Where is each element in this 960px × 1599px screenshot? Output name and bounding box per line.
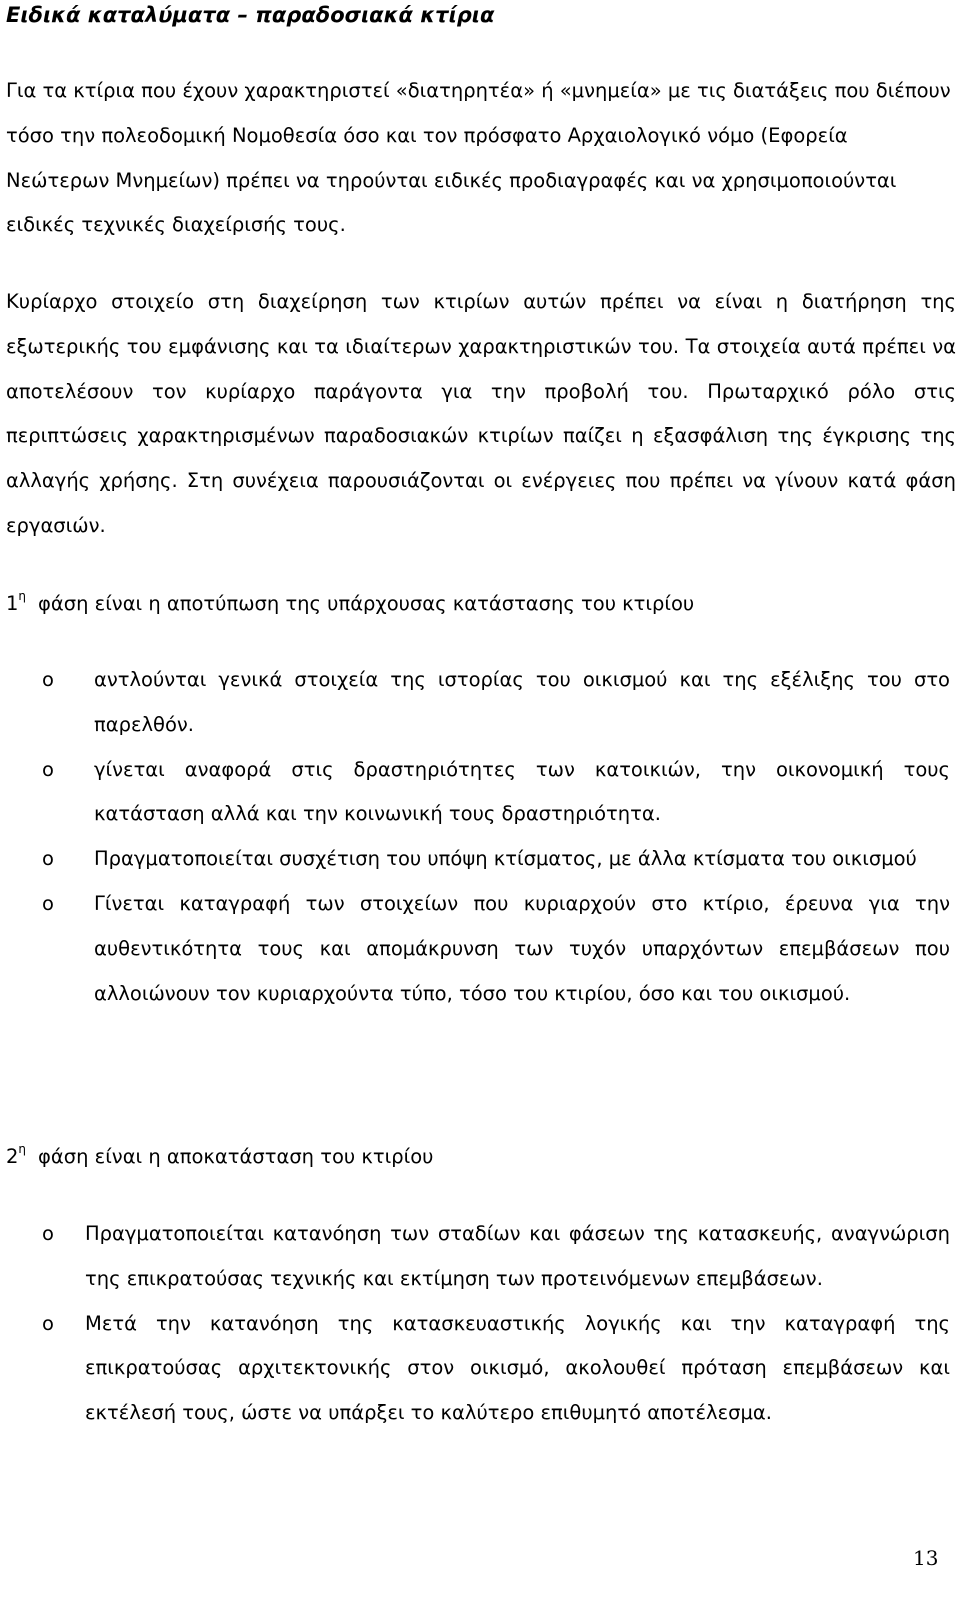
bullet-icon: o — [42, 1311, 54, 1335]
phase-2-heading — [6, 1142, 433, 1172]
phase-1-ordinal: $1^\eta$ — [6, 589, 27, 615]
list-item: o Πραγματοποιείται συσχέτιση του υπόψη κτίσματος, με άλλα κτίσματα του οικισμού — [0, 837, 950, 882]
phase-2-list — [0, 1212, 960, 1436]
page-number: 13 — [913, 1546, 939, 1570]
list-item: o Πραγματοποιείται κατανόηση των σταδίων και φάσεων της κατασκευής, αναγνώριση της επικρατούσας τεχνικής και εκτίμηση των προτεινόμενων επεμβάσεων. — [0, 1212, 950, 1302]
intro-paragraph: Για τα κτίρια που έχουν χαρακτηριστεί «διατηρητέα» ή «μνημεία» με τις διατάξεις που διέπουν τόσο την πολεοδομική Νομοθεσία όσο και τον πρόσφατο Αρχαιολογικό νόμο (Εφορεία Νεώτερων Μνημείων) πρέπει να τηρούνται ειδικές προδιαγραφές και να χρησιμοποιούνται ειδικές τεχνικές διαχείρισής τους. — [6, 79, 951, 237]
phase-1-heading-text: φάση είναι η αποτύπωση της υπάρχουσας κατάστασης του κτιρίου — [38, 592, 695, 615]
bullet-icon: o — [42, 1222, 54, 1245]
list-item: o Γίνεται καταγραφή των στοιχείων που κυριαρχούν στο κτίριο, έρευνα για την αυθεντικότητα τους και απομάκρυνση των τυχόν υπαρχόντων επεμβάσεων που αλλοιώνουν τον κυριαρχούντα τύπο, τόσο του κτιρίου, όσο και του οικισμού. — [0, 882, 950, 1016]
page-title: Ειδικά καταλύματα – παραδοσιακά κτίρια — [6, 3, 495, 27]
bullet-icon: o — [42, 891, 54, 915]
phase-1-heading — [6, 589, 694, 619]
bullet-icon: o — [42, 668, 54, 691]
bullet-icon: o — [42, 757, 54, 781]
phase-2-ordinal: $2^\eta$ — [6, 1142, 27, 1168]
list-item: o Μετά την κατανόηση της κατασκευαστικής λογικής και την καταγραφή της επικρατούσας αρχιτεκτονικής στον οικισμό, ακολουθεί πρόταση επεμβάσεων και εκτέλεσή τους, ώστε να υπάρξει το καλύτερο επιθυμητό αποτέλεσμα. — [0, 1302, 950, 1436]
bullet-icon: o — [42, 847, 54, 871]
body-paragraph: Κυρίαρχο στοιχείο στη διαχείρηση των κτιρίων αυτών πρέπει να είναι η διατήρηση της εξωτερικής του εμφάνισης και τα ιδιαίτερων χαρακτηριστικών του. Τα στοιχεία αυτά πρέπει να αποτελέσουν τον κυρίαρχο παράγοντα για την προβολή του. Πρωταρχικό ρόλο στις περιπτώσεις χαρακτηρισμένων παραδοσιακών κτιρίων παίζει η εξασφάλιση της έγκρισης της αλλαγής χρήσης. Στη συνέχεια παρουσιάζονται οι ενέργειες που πρέπει να γίνουν κατά φάση εργασιών. — [6, 290, 956, 537]
phase-1-list — [0, 658, 960, 1016]
list-item: o αντλούνται γενικά στοιχεία της ιστορίας του οικισμού και της εξέλιξης του στο παρελθόν. — [0, 658, 950, 748]
list-item: o γίνεται αναφορά στις δραστηριότητες των κατοικιών, την οικονομική τους κατάσταση αλλά και την κοινωνική τους δραστηριότητα. — [0, 748, 950, 838]
phase-2-heading-text: φάση είναι η αποκατάσταση του κτιρίου — [38, 1145, 434, 1168]
